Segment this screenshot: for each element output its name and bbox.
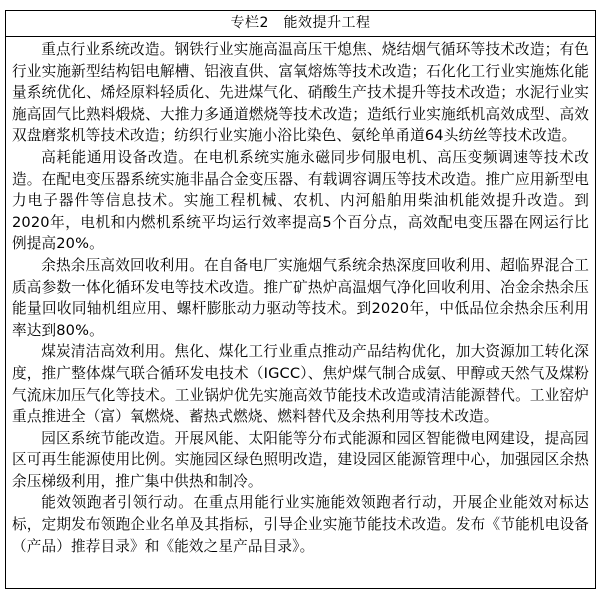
box-body <box>6 37 595 557</box>
paragraph-park-retrofit: 园区系统节能改造。开展风能、太阳能等分布式能源和园区智能微电网建设，提高园区可再生能源使用比例。实施园区绿色照明改造，建设园区能源管理中心，加强园区余热余压梯级利用，推广集中供热和制冷。 <box>12 429 589 490</box>
box-title: 专栏2 能效提升工程 <box>6 11 595 37</box>
text-box <box>5 10 596 589</box>
paragraph-waste-heat-recovery: 余热余压高效回收利用。在自备电厂实施烟气系统余热深度回收利用、超临界混合工质高参数一体化循环发电等技术改造。推广矿热炉高温烟气净化回收利用、冶金余热余压能量回收同轴机组应用、螺杆膨胀动力驱动等技术。到2020年，中低品位余热余压利用率达到80%。 <box>12 256 589 339</box>
paragraph-clean-coal: 煤炭清洁高效利用。焦化、煤化工行业重点推动产品结构优化，加大资源加工转化深度，推广整体煤气联合循环发电技术（IGCC）、焦炉煤气制合成氨、甲醇或天然气及煤粉气流床加压气化等技术。工业锅炉优先实施高效节能技术改造或清洁能源替代。工业窑炉重点推进全（富）氧燃烧、蓄热式燃烧、燃料替代及余热利用等技术改造。 <box>12 343 589 426</box>
paragraph-industry-retrofit: 重点行业系统改造。钢铁行业实施高温高压干熄焦、烧结烟气循环等技术改造；有色行业实施新型结构铝电解槽、铝液直供、富氧熔炼等技术改造；石化化工行业实施炼化能量系统优化、烯烃原料轻质化、先进煤气化、硝酸生产技术提升等技术改造；水泥行业实施高固气比熟料煅烧、大推力多通道燃烧等技术改造；造纸行业实施纸机高效成型、高效双盘磨浆机等技术改造；纺织行业实施小浴比染色、氨纶单甬道64头纺丝等技术改造。 <box>12 41 589 145</box>
paragraph-efficiency-leaders: 能效领跑者引领行动。在重点用能行业实施能效领跑者行动，开展企业能效对标达标，定期发布领跑企业名单及其指标，引导企业实施节能技术改造。发布《节能机电设备（产品）推荐目录》和《能效之星产品目录》。 <box>12 494 589 555</box>
paragraph-equipment-retrofit: 高耗能通用设备改造。在电机系统实施永磁同步伺服电机、高压变频调速等技术改造。在配电变压器系统实施非晶合金变压器、有载调容调压等技术改造。推广应用新型电力电子器件等信息技术。实施工程机械、农机、内河船舶用柴油机能效提升改造。到2020年，电机和内燃机系统平均运行效率提高5个百分点，高效配电变压器在网运行比例提高20%。 <box>12 148 589 253</box>
